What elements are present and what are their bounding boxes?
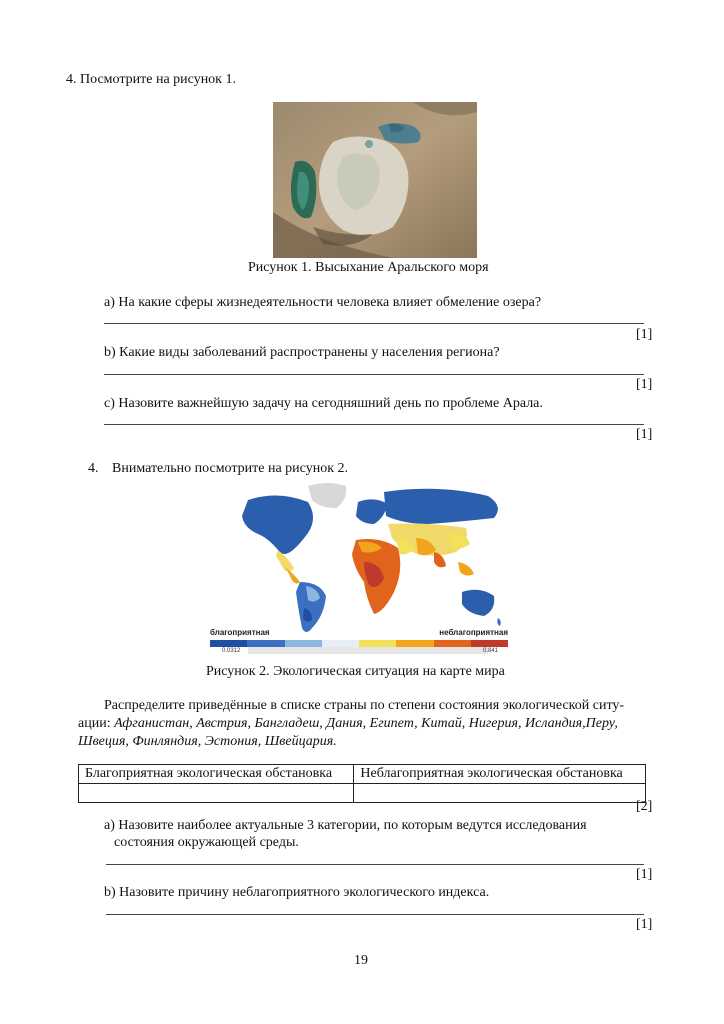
mark-table: [2] [636,799,653,814]
question-2-prompt: Внимательно посмотрите на рисунок 2. [112,461,348,476]
answer-line-2b[interactable] [106,914,644,915]
instruction-prefix: ации: [78,716,115,731]
question-2b: b) Назовите причину неблагоприятного экологического индекса. [104,885,490,900]
legend-label-unfavorable: неблагоприятная [439,628,508,637]
mark-1b: [1] [636,377,653,392]
question-1b: b) Какие виды заболеваний распространены у населения региона? [104,345,500,360]
classification-table [78,764,646,803]
question-2a-line-2: состояния окружающей среды. [114,835,299,850]
mark-2a: [1] [636,867,653,882]
figure-2-caption: Рисунок 2. Экологическая ситуация на карте мира [206,664,505,679]
answer-line-1c[interactable] [104,424,644,425]
question-2a-line-1: а) Назовите наиболее актуальные 3 категории, по которым ведутся исследования [104,818,587,833]
world-ecology-map [208,478,512,658]
question-1-prompt: 4. Посмотрите на рисунок 1. [66,72,236,87]
question-1a: a) На какие сферы жизнедеятельности человека влияет обмеление озера? [104,295,542,310]
figure-1-caption: Рисунок 1. Высыхание Аральского моря [248,260,489,275]
table-header-favorable: Благоприятная экологическая обстановка [79,765,354,784]
table-cell-favorable[interactable] [79,784,354,803]
country-list-part-1: Афганистан, Австрия, Бангладеш, Дания, Египет, Китай, Нигерия, Исландия,Перу, [114,716,618,731]
country-list-part-2: Швеция, Финляндия, Эстония, Швейцария. [78,734,337,749]
question-2-number: 4. [88,461,99,476]
question-1c: c) Назовите важнейшую задачу на сегодняшний день по проблеме Арала. [104,396,543,411]
legend-min-value: 0.0312 [222,648,241,654]
instruction-line-2 [78,715,618,733]
answer-line-1b[interactable] [104,374,644,375]
legend-color-scale [210,640,508,647]
instruction-line-1: Распределите приведённые в списке страны по степени состояния экологической ситу- [104,698,625,713]
legend-label-favorable: благоприятная [210,628,270,637]
answer-line-2a[interactable] [106,864,644,865]
page-number: 19 [354,953,368,968]
table-cell-unfavorable[interactable] [354,784,646,803]
aral-sea-satellite-image [273,102,477,258]
answer-line-1a[interactable] [104,323,644,324]
mark-1a: [1] [636,327,653,342]
legend-max-value: 0.841 [482,648,498,654]
mark-2b: [1] [636,917,653,932]
table-header-unfavorable: Неблагоприятная экологическая обстановка [354,765,646,784]
mark-1c: [1] [636,427,653,442]
